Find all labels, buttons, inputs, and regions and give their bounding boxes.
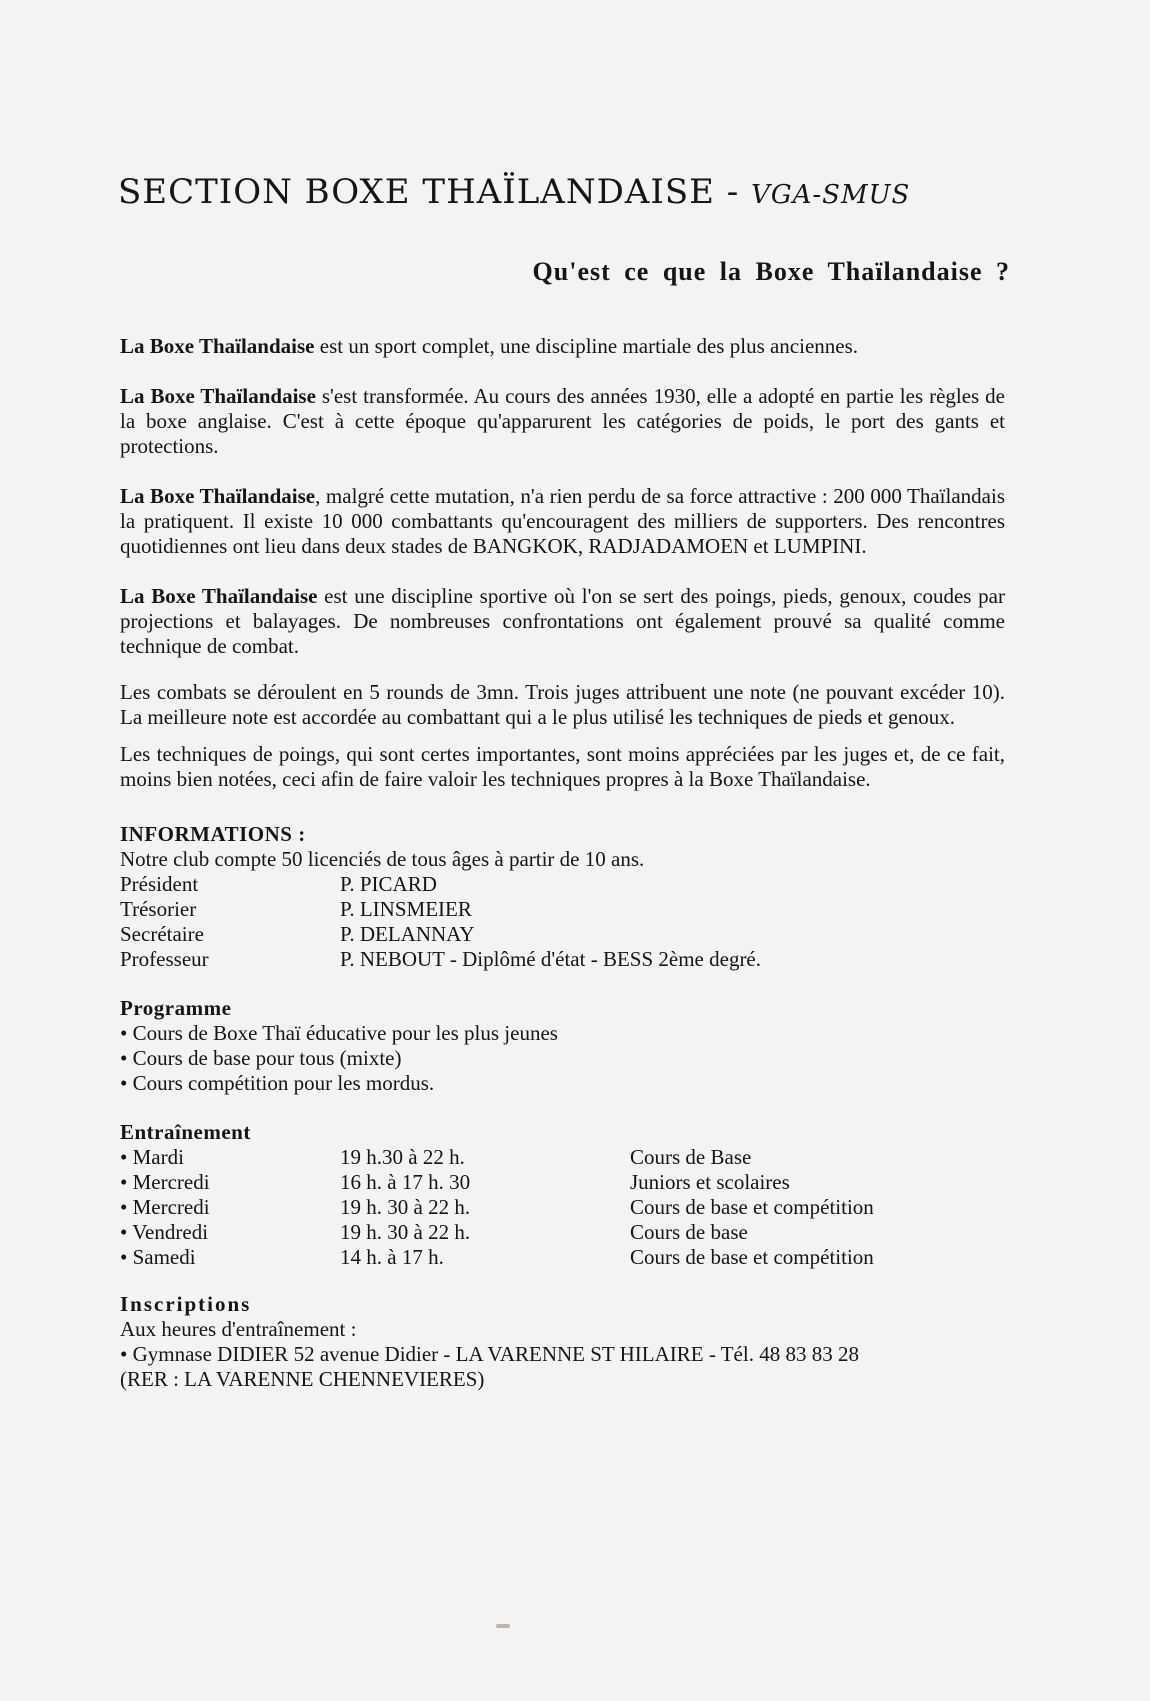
- schedule-course: Cours de base et compétition: [630, 1195, 874, 1219]
- staff-row: [120, 897, 1005, 922]
- inscriptions-line-1: Aux heures d'entraînement :: [120, 1317, 357, 1341]
- schedule-row: [120, 1220, 1005, 1245]
- staff-list: [120, 872, 1005, 972]
- schedule-course: Juniors et scolaires: [630, 1170, 790, 1194]
- programme-item: • Cours de base pour tous (mixte): [120, 1046, 402, 1070]
- scan-smudge: [496, 1624, 510, 1628]
- schedule-table: [120, 1145, 1005, 1270]
- schedule-row: [120, 1170, 1005, 1195]
- programme-heading: Programme: [120, 996, 232, 1020]
- paragraph-text: s'est transformée. Au cours des années 1930, elle a adopté en partie les règles de la boxe anglaise. C'est à cette époque qu'apparurent les catégories de poids, le port des gants et protections.: [120, 384, 1005, 458]
- paragraph-text: Les combats se déroulent en 5 rounds de 3mn. Trois juges attribuent une note (ne pouvant excéder 10). La meilleure note est accordée au combattant qui a le plus utilisé les techniques de pieds et genoux.: [120, 680, 1005, 729]
- staff-role: Trésorier: [120, 897, 197, 921]
- informations-intro: Notre club compte 50 licenciés de tous âges à partir de 10 ans.: [120, 847, 645, 871]
- paragraph-5: [120, 680, 1005, 730]
- schedule-day: • Mercredi: [120, 1170, 210, 1194]
- paragraph-text: est une discipline sportive où l'on se sert des poings, pieds, genoux, coudes par projections et balayages. De nombreuses confrontations ont également prouvé sa qualité comme technique de combat.: [120, 584, 1005, 658]
- schedule-day: • Samedi: [120, 1245, 196, 1269]
- schedule-course: Cours de base et compétition: [630, 1245, 874, 1269]
- paragraph-2: [120, 384, 1005, 459]
- inscriptions-heading: Inscriptions: [120, 1292, 252, 1316]
- schedule-course: Cours de base: [630, 1220, 748, 1244]
- paragraph-text: , malgré cette mutation, n'a rien perdu de sa force attractive : 200 000 Thaïlandais la pratiquent. Il existe 10 000 combattants qu'encouragent des milliers de supporters. Des rencontres quotidiennes ont lieu dans deux stades de BANGKOK, RADJADAMOEN et LUMPINI.: [120, 484, 1005, 558]
- informations-heading: INFORMATIONS :: [120, 822, 306, 846]
- schedule-row: [120, 1245, 1005, 1270]
- schedule-time: 19 h.30 à 22 h.: [340, 1145, 465, 1169]
- paragraph-lead: La Boxe Thaïlandaise: [120, 584, 318, 608]
- title-text: SECTION BOXE THAÏLANDAISE: [118, 172, 715, 212]
- schedule-row: [120, 1145, 1005, 1170]
- staff-role: Professeur: [120, 947, 209, 971]
- entrainement-heading: Entraînement: [120, 1120, 251, 1144]
- staff-row: [120, 922, 1005, 947]
- paragraph-6: [120, 742, 1005, 792]
- staff-role: Secrétaire: [120, 922, 204, 946]
- schedule-day: • Mercredi: [120, 1195, 210, 1219]
- staff-name: P. DELANNAY: [340, 922, 475, 946]
- schedule-day: • Mardi: [120, 1145, 184, 1169]
- schedule-row: [120, 1195, 1005, 1220]
- programme-item: • Cours de Boxe Thaï éducative pour les plus jeunes: [120, 1021, 558, 1045]
- paragraph-lead: La Boxe Thaïlandaise: [120, 384, 316, 408]
- paragraph-1: [120, 334, 1005, 359]
- schedule-time: 14 h. à 17 h.: [340, 1245, 444, 1269]
- page-title: [118, 172, 1078, 212]
- schedule-time: 16 h. à 17 h. 30: [340, 1170, 471, 1194]
- paragraph-text: Les techniques de poings, qui sont certes importantes, sont moins appréciées par les juges et, de ce fait, moins bien notées, ceci afin de faire valoir les techniques propres à la Boxe Thaïlandaise.: [120, 742, 1005, 791]
- programme-item: • Cours compétition pour les mordus.: [120, 1071, 435, 1095]
- paragraph-text: est un sport complet, une discipline martiale des plus anciennes.: [314, 334, 859, 358]
- staff-row: [120, 872, 1005, 897]
- staff-name: P. PICARD: [340, 872, 437, 896]
- subtitle: Qu'est ce que la Boxe Thaïlandaise ?: [532, 257, 1010, 286]
- paragraph-lead: La Boxe Thaïlandaise: [120, 334, 315, 358]
- schedule-time: 19 h. 30 à 22 h.: [340, 1195, 471, 1219]
- staff-row: [120, 947, 1005, 972]
- schedule-day: • Vendredi: [120, 1220, 209, 1244]
- paragraph-lead: La Boxe Thaïlandaise: [120, 484, 316, 508]
- staff-name: P. NEBOUT - Diplômé d'état - BESS 2ème degré.: [340, 947, 762, 971]
- club-name: VGA-SMUS: [751, 180, 911, 210]
- paragraph-3: [120, 484, 1005, 559]
- title-separator: -: [714, 172, 752, 212]
- staff-role: Président: [120, 872, 199, 896]
- schedule-time: 19 h. 30 à 22 h.: [340, 1220, 471, 1244]
- staff-name: P. LINSMEIER: [340, 897, 472, 921]
- inscriptions-line-2: • Gymnase DIDIER 52 avenue Didier - LA VARENNE ST HILAIRE - Tél. 48 83 83 28: [120, 1342, 859, 1366]
- programme-list: [120, 1021, 1005, 1096]
- schedule-course: Cours de Base: [630, 1145, 752, 1169]
- paragraph-4: [120, 584, 1005, 659]
- document-body: [120, 334, 1005, 1392]
- inscriptions-line-3: (RER : LA VARENNE CHENNEVIERES): [120, 1367, 485, 1391]
